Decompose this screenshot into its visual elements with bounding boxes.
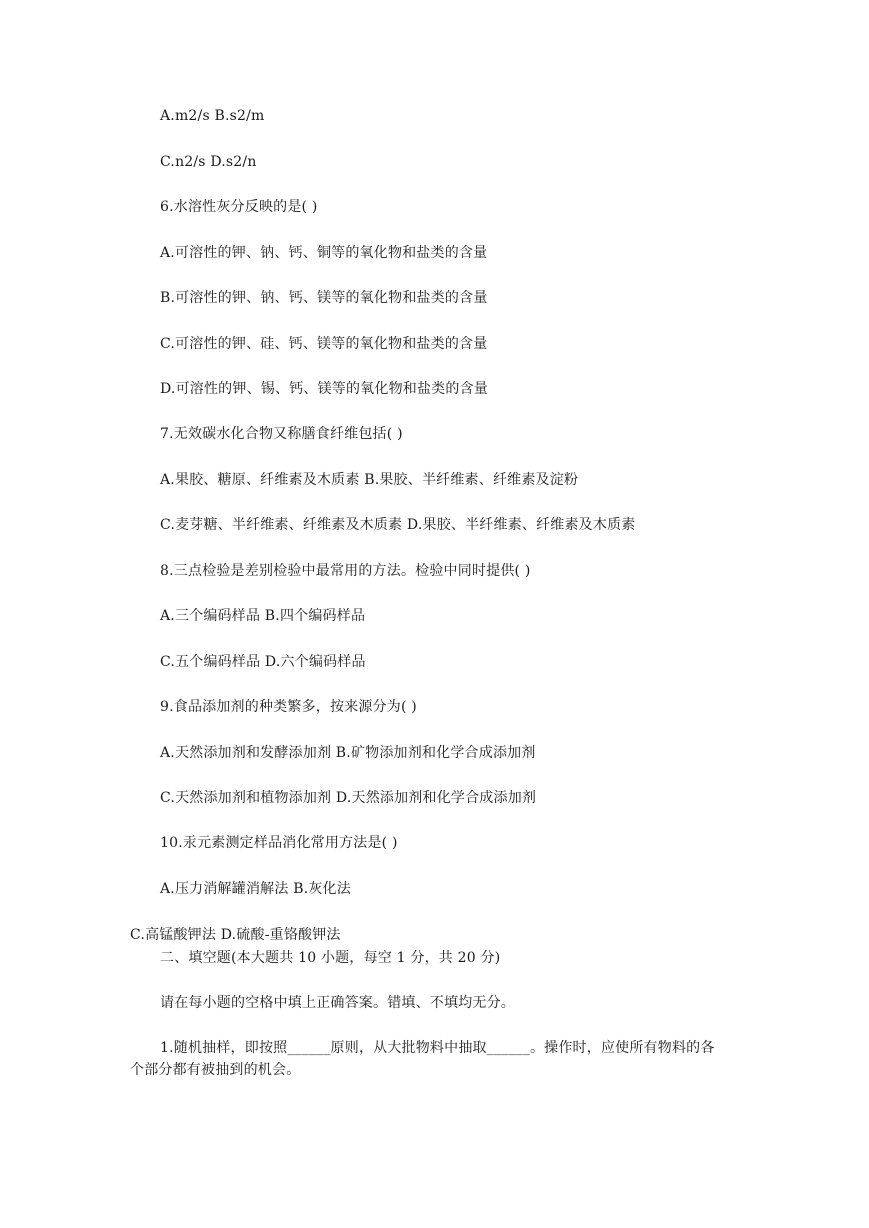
question-10: 10.汞元素测定样品消化常用方法是( )	[160, 835, 398, 851]
section-instructions: 请在每小题的空格中填上正确答案。错填、不填均无分。	[160, 995, 515, 1011]
question-9: 9.食品添加剂的种类繁多，按来源分为( )	[160, 699, 417, 715]
question-7: 7.无效碳水化合物又称膳食纤维包括( )	[160, 426, 403, 442]
option-line-q7-ab: A.果胶、糖原、纤维素及木质素 B.果胶、半纤维素、纤维素及淀粉	[160, 472, 579, 488]
option-line-q9-cd: C.天然添加剂和植物添加剂 D.天然添加剂和化学合成添加剂	[160, 790, 537, 806]
option-line-q8-cd: C.五个编码样品 D.六个编码样品	[160, 654, 366, 670]
option-line-q6-d: D.可溶性的钾、锡、钙、镁等的氧化物和盐类的含量	[160, 381, 488, 397]
option-line-q10-cd: C.高锰酸钾法 D.硫酸-重铬酸钾法	[130, 927, 341, 943]
option-line-q9-ab: A.天然添加剂和发酵添加剂 B.矿物添加剂和化学合成添加剂	[160, 745, 536, 761]
option-line-q10-ab: A.压力消解罐消解法 B.灰化法	[160, 881, 351, 897]
option-line-q7-cd: C.麦芽糖、半纤维素、纤维素及木质素 D.果胶、半纤维素、纤维素及木质素	[160, 517, 636, 533]
option-line-q8-ab: A.三个编码样品 B.四个编码样品	[160, 608, 366, 624]
option-line-q6-a: A.可溶性的钾、钠、钙、铜等的氧化物和盐类的含量	[160, 245, 488, 261]
option-line-q5-cd: C.n2/s D.s2/n	[160, 154, 257, 170]
section-heading: 二、填空题(本大题共 10 小题，每空 1 分，共 20 分)	[160, 950, 501, 966]
question-8: 8.三点检验是差别检验中最常用的方法。检验中同时提供( )	[160, 563, 531, 579]
question-6: 6.水溶性灰分反映的是( )	[160, 199, 318, 215]
option-line-q5-ab: A.m2/s B.s2/m	[160, 108, 265, 124]
option-line-q6-b: B.可溶性的钾、钠、钙、镁等的氧化物和盐类的含量	[160, 290, 488, 306]
fill-blank-question-1: 1.随机抽样，即按照______原则，从大批物料中抽取______。操作时，应使所有物料的各个部分都有被抽到的机会。	[130, 1040, 715, 1078]
option-line-q6-c: C.可溶性的钾、硅、钙、镁等的氧化物和盐类的含量	[160, 336, 488, 352]
